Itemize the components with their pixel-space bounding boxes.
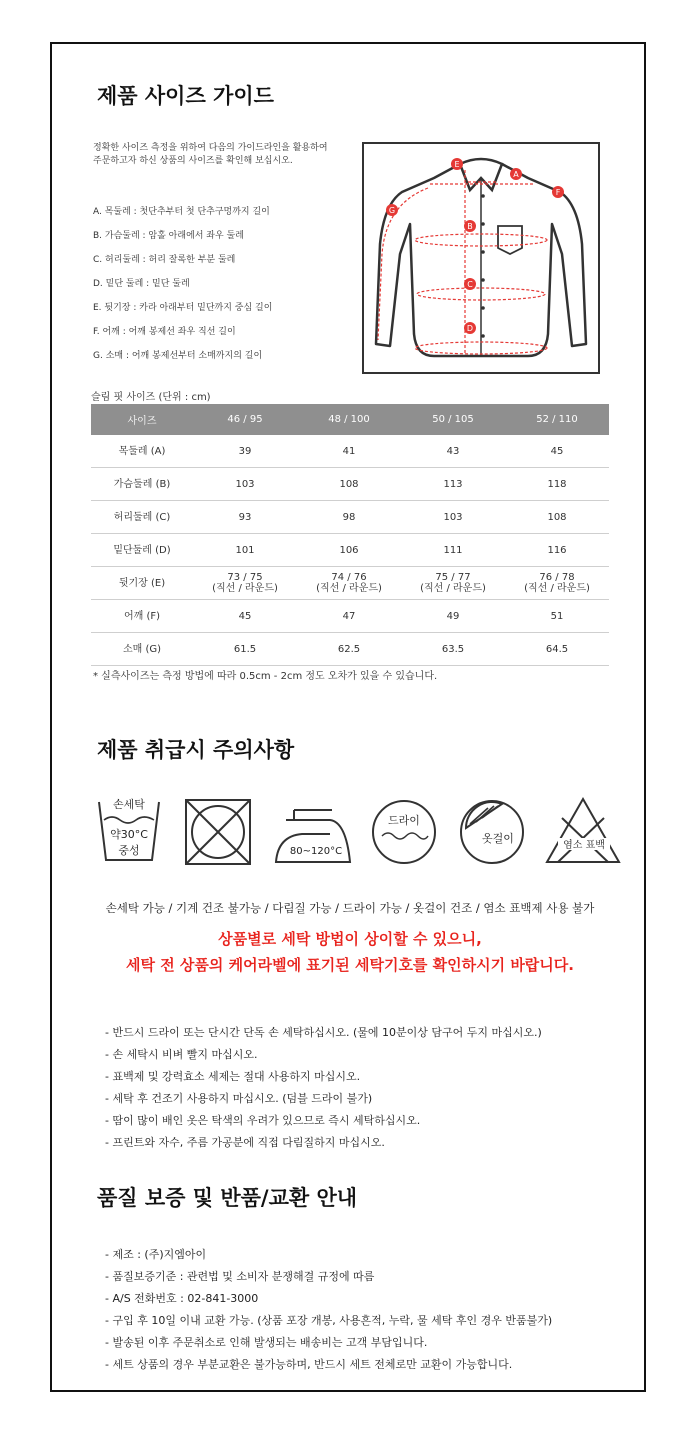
label-f: F: [555, 188, 561, 197]
hang-dry-icon: [458, 798, 526, 866]
legend-item-c: C. 허리둘레 : 허리 잘록한 부분 둘레: [93, 255, 236, 265]
intro-line: 정확한 사이즈 측정을 위하여 다음의 가이드라인을 활용하여: [93, 143, 328, 153]
label-g: G: [388, 206, 396, 215]
label-e: E: [454, 160, 460, 169]
legend-item-g: G. 소매 : 어깨 봉제선부터 소매까지의 길이: [93, 351, 263, 361]
legend-item-f: F. 어깨 : 어깨 봉제선 좌우 직선 길이: [93, 327, 236, 337]
table-row-label: 가슴둘레 (B): [91, 468, 193, 501]
table-cell: 62.5: [297, 633, 401, 666]
care-title: 제품 취급시 주의사항: [97, 738, 295, 762]
table-row: [91, 435, 609, 468]
no-bleach-label: 염소 표백: [563, 840, 605, 851]
table-cell: 61.5: [193, 633, 297, 666]
table-row: [91, 534, 609, 567]
table-cell: 103: [401, 501, 505, 534]
table-cell: 98: [297, 501, 401, 534]
warranty-bullet: - 제조 : (주)지엠아이: [105, 1248, 207, 1261]
size-guide-intro: [93, 142, 328, 168]
table-row-label: 소매 (G): [91, 633, 193, 666]
care-bullet: - 손 세탁시 비벼 빨지 마십시오.: [105, 1048, 258, 1061]
table-cell: 118: [505, 468, 609, 501]
legend-item-d: D. 밑단 둘레 : 밑단 둘레: [93, 279, 190, 289]
table-row: [91, 468, 609, 501]
shirt-measurement-diagram: [362, 142, 600, 374]
table-cell: 43: [401, 435, 505, 468]
care-bullet: - 땀이 많이 배인 옷은 탁색의 우려가 있으므로 즉시 세탁하십시오.: [105, 1114, 421, 1127]
care-bullet: - 반드시 드라이 또는 단시간 단독 손 세탁하십시오. (물에 10분이상 담구어 두지 마십시오.): [105, 1026, 542, 1039]
table-row: [91, 567, 609, 600]
label-b: B: [467, 222, 473, 231]
table-cell: 111: [401, 534, 505, 567]
table-row: [91, 633, 609, 666]
table-row-label: 밑단둘레 (D): [91, 534, 193, 567]
table-row-label: 어깨 (F): [91, 600, 193, 633]
care-warning-line: 상품별로 세탁 방법이 상이할 수 있으니,: [218, 930, 482, 948]
table-row-label: 목둘레 (A): [91, 435, 193, 468]
warranty-bullet: - 구입 후 10일 이내 교환 가능. (상품 포장 개봉, 사용흔적, 누락, 물 세탁 후인 경우 반품불가): [105, 1314, 553, 1327]
dry-clean-label: 드라이: [388, 814, 420, 827]
iron-icon: [272, 800, 354, 866]
table-cell: 75 / 77 (직선 / 라운드): [401, 567, 505, 600]
warranty-title: 품질 보증 및 반품/교환 안내: [97, 1186, 358, 1210]
table-cell: 113: [401, 468, 505, 501]
table-cell: 64.5: [505, 633, 609, 666]
iron-temp: 80~120°C: [289, 846, 343, 857]
size-guide-title: 제품 사이즈 가이드: [97, 84, 274, 108]
table-cell: 45: [505, 435, 609, 468]
hand-wash-icon: [96, 796, 162, 868]
table-cell: 108: [505, 501, 609, 534]
table-row: [91, 501, 609, 534]
warranty-bullet: - 품질보증기준 : 관련법 및 소비자 분쟁해결 규정에 따름: [105, 1270, 375, 1283]
dry-clean-icon: [370, 798, 438, 866]
intro-line: 주문하고자 하신 상품의 사이즈를 확인해 보십시오.: [93, 156, 293, 166]
table-cell: 76 / 78 (직선 / 라운드): [505, 567, 609, 600]
table-cell: 73 / 75 (직선 / 라운드): [193, 567, 297, 600]
table-cell: 93: [193, 501, 297, 534]
warranty-bullet: - A/S 전화번호 : 02-841-3000: [105, 1292, 259, 1305]
care-bullet: - 프린트와 자수, 주름 가공분에 직접 다림질하지 마십시오.: [105, 1136, 385, 1149]
no-bleach-icon: [544, 796, 622, 866]
table-cell: 101: [193, 534, 297, 567]
table-header-cell: 52 / 110: [505, 404, 609, 435]
label-c: C: [467, 280, 473, 289]
table-cell: 106: [297, 534, 401, 567]
table-cell: 116: [505, 534, 609, 567]
table-cell: 63.5: [401, 633, 505, 666]
table-cell: 47: [297, 600, 401, 633]
warranty-bullet: - 발송된 이후 주문취소로 인해 발생되는 배송비는 고객 부담입니다.: [105, 1336, 428, 1349]
size-table: [91, 404, 609, 666]
label-a: A: [513, 170, 519, 179]
warranty-bullet: - 세트 상품의 경우 부분교환은 불가능하며, 반드시 세트 전체로만 교환이 가능합니다.: [105, 1358, 513, 1371]
shirt-icon: [364, 144, 598, 372]
table-header-row: [91, 404, 609, 435]
table-row: [91, 600, 609, 633]
label-d: D: [466, 324, 474, 333]
table-header-cell: 46 / 95: [193, 404, 297, 435]
legend-item-b: B. 가슴둘레 : 암홀 아래에서 좌우 둘레: [93, 231, 244, 241]
table-cell: 74 / 76 (직선 / 라운드): [297, 567, 401, 600]
size-table-caption: 슬림 핏 사이즈 (단위 : cm): [91, 392, 211, 403]
care-bullet: - 표백제 및 강력효소 세제는 절대 사용하지 마십시오.: [105, 1070, 361, 1083]
hand-wash-label: 손세탁: [113, 798, 145, 811]
legend-item-a: A. 목둘레 : 첫단추부터 첫 단추구멍까지 길이: [93, 207, 270, 217]
table-cell: 108: [297, 468, 401, 501]
table-row-label: 뒷기장 (E): [91, 567, 193, 600]
table-cell: 103: [193, 468, 297, 501]
measurement-note: * 실측사이즈는 측정 방법에 따라 0.5cm - 2cm 정도 오차가 있을 수 있습니다.: [93, 671, 438, 682]
care-warning-line: 세탁 전 상품의 케어라벨에 표기된 세탁기호를 확인하시기 바랍니다.: [126, 956, 574, 974]
table-row-label: 허리둘레 (C): [91, 501, 193, 534]
table-header-cell: 사이즈: [91, 404, 193, 435]
care-summary: 손세탁 가능 / 기계 건조 불가능 / 다림질 가능 / 드라이 가능 / 옷걸이 건조 / 염소 표백제 사용 불가: [105, 901, 595, 915]
table-cell: 41: [297, 435, 401, 468]
hand-wash-temp: 약30°C: [110, 828, 148, 841]
table-header-cell: 48 / 100: [297, 404, 401, 435]
hand-wash-detergent: 중성: [118, 844, 140, 857]
table-cell: 45: [193, 600, 297, 633]
table-cell: 49: [401, 600, 505, 633]
care-bullet: - 세탁 후 건조기 사용하지 마십시오. (덤블 드라이 불가): [105, 1092, 373, 1105]
no-tumble-dry-icon: [184, 798, 252, 866]
legend-item-e: E. 뒷기장 : 카라 아래부터 밑단까지 중심 길이: [93, 303, 273, 313]
table-header-cell: 50 / 105: [401, 404, 505, 435]
table-cell: 39: [193, 435, 297, 468]
hang-dry-label: 옷걸이: [482, 832, 514, 845]
table-cell: 51: [505, 600, 609, 633]
